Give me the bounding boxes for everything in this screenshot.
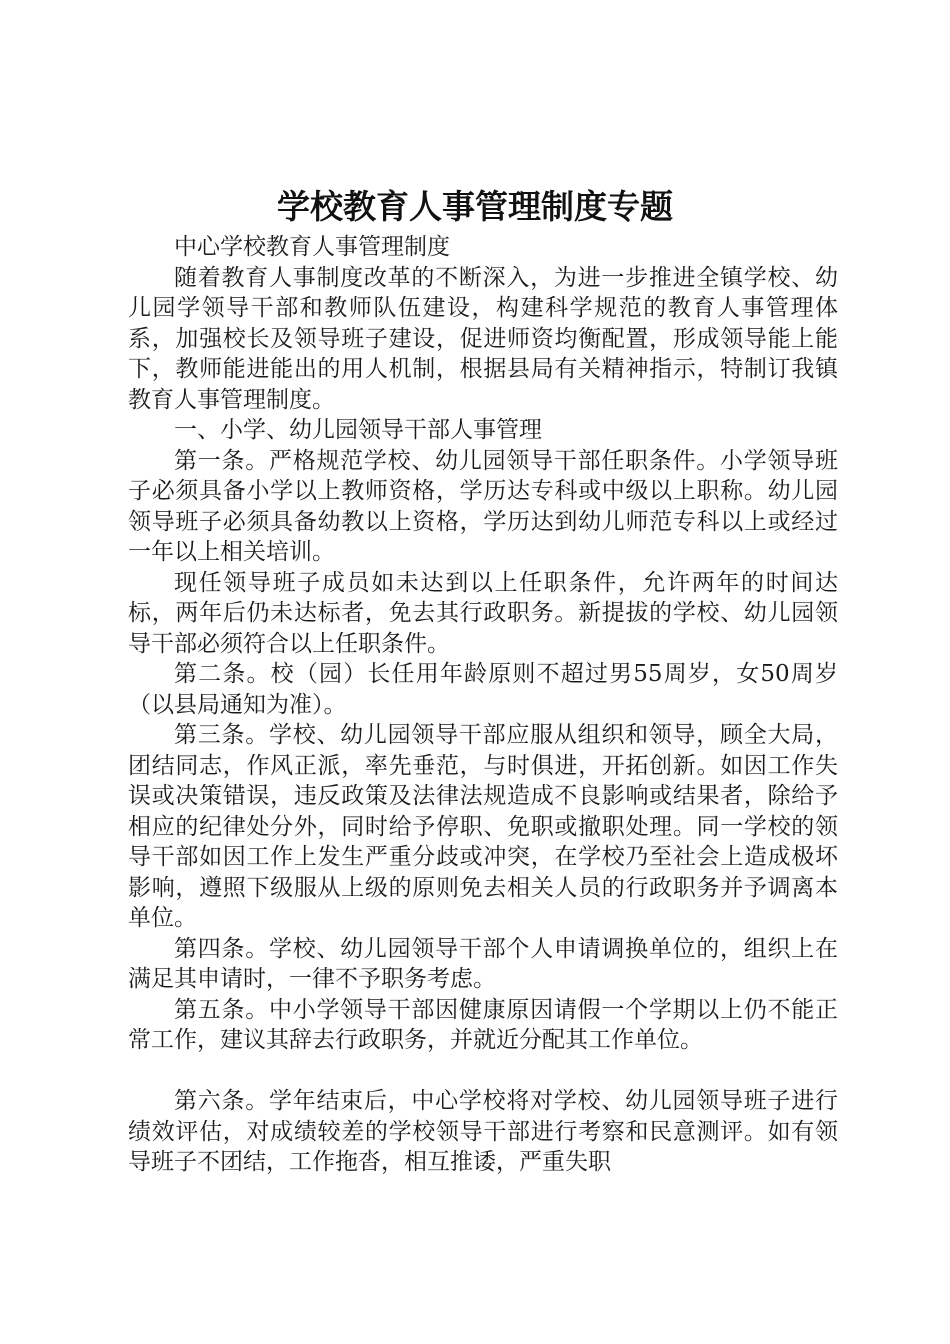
- paragraph-article-3: 第三条。学校、幼儿园领导干部应服从组织和领导，顾全大局，团结同志，作风正派，率先垂范，与时俱进，开拓创新。如因工作失误或决策错误，违反政策及法律法规造成不良影响或结果者，除给予相应的纪律处分外，同时给予停职、免职或撤职处理。同一学校的领导干部如因工作上发生严重分歧或冲突，在学校乃至社会上造成极坏影响，遵照下级服从上级的原则免去相关人员的行政职务并予调离本单位。: [128, 722, 838, 931]
- document-body: [128, 232, 838, 1178]
- blank-line: [128, 1056, 838, 1087]
- section-heading: 一、小学、幼儿园领导干部人事管理: [174, 417, 542, 443]
- paragraph-intro: 随着教育人事制度改革的不断深入，为进一步推进全镇学校、幼儿园学领导干部和教师队伍建设，构建科学规范的教育人事管理体系，加强校长及领导班子建设，促进师资均衡配置，形成领导能上能下，教师能进能出的用人机制，根据县局有关精神指示，特制订我镇教育人事管理制度。: [128, 264, 838, 413]
- paragraph-article-2: 第二条。校（园）长任用年龄原则不超过男55周岁，女50周岁（以县局通知为准）。: [128, 661, 838, 718]
- paragraph-subtitle: 中心学校教育人事管理制度: [174, 234, 450, 260]
- paragraph-article-5: 第五条。中小学领导干部因健康原因请假一个学期以上仍不能正常工作，建议其辞去行政职务，并就近分配其工作单位。: [128, 996, 838, 1053]
- paragraph-article-6: 第六条。学年结束后，中心学校将对学校、幼儿园领导班子进行绩效评估，对成绩较差的学校领导干部进行考察和民意测评。如有领导班子不团结，工作拖沓，相互推诿，严重失职: [128, 1088, 838, 1175]
- document-title: 学校教育人事管理制度专题: [277, 187, 673, 226]
- paragraph-article-4: 第四条。学校、幼儿园领导干部个人申请调换单位的，组织上在满足其申请时，一律不予职务考虑。: [128, 935, 838, 992]
- paragraph-article-1-note: 现任领导班子成员如未达到以上任职条件，允许两年的时间达标，两年后仍未达标者，免去其行政职务。新提拔的学校、幼儿园领导干部必须符合以上任职条件。: [128, 569, 838, 657]
- paragraph-article-1: 第一条。严格规范学校、幼儿园领导干部任职条件。小学领导班子必须具备小学以上教师资格，学历达专科或中级以上职称。幼儿园领导班子必须具备幼教以上资格，学历达到幼儿师范专科以上或经过一年以上相关培训。: [128, 447, 838, 565]
